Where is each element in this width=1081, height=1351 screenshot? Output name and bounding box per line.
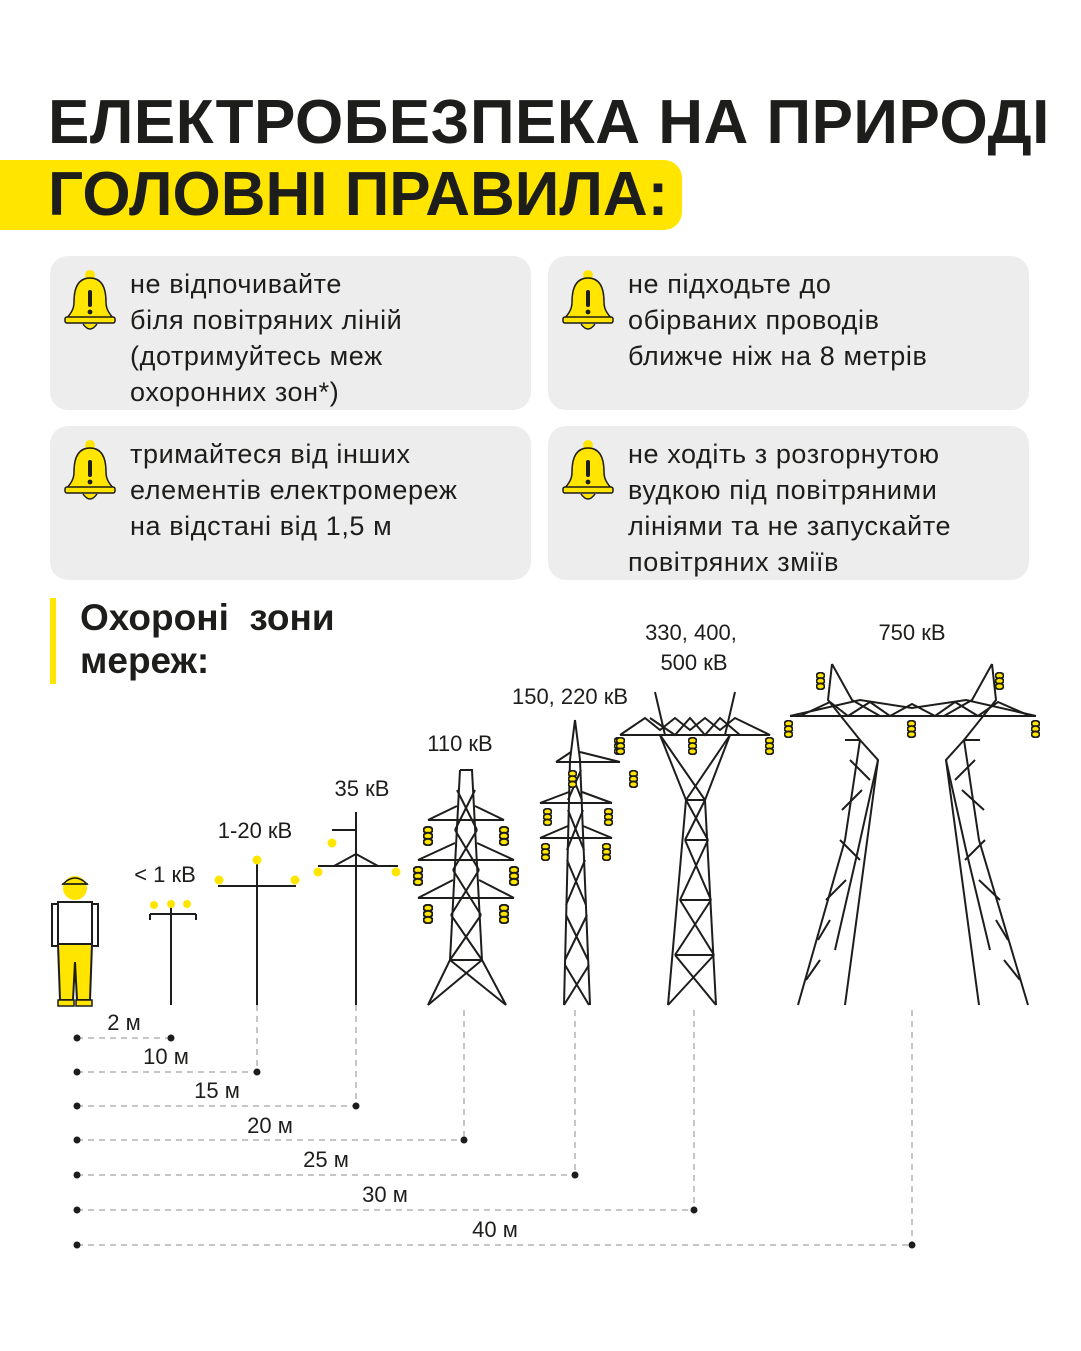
- voltage-label: 1-20 кВ: [217, 818, 293, 843]
- tower-330-500kv: [616, 692, 773, 1005]
- tower-35kv: [314, 812, 401, 1005]
- rule-text: тримайтеся від інших елементів електромереж на відстані від 1,5 м: [130, 439, 458, 541]
- voltage-label: < 1 кВ: [134, 862, 196, 887]
- voltage-label: 150, 220 кВ: [511, 684, 629, 709]
- distance-label: 30 м: [362, 1182, 408, 1207]
- rule-text: не підходьте до обірваних проводів ближче ніж на 8 метрів: [628, 269, 928, 371]
- voltage-label: 110 кВ: [427, 731, 493, 756]
- zone-verticals: [257, 1005, 912, 1245]
- distance-label: 25 м: [303, 1147, 349, 1172]
- distance-label: 15 м: [194, 1078, 240, 1103]
- distance-label: 40 м: [472, 1217, 518, 1242]
- tower-750kv: [784, 664, 1039, 1005]
- rule-text: не ходіть з розгорнутою вудкою під повітряними лініями та не запускайте повітряних зміїв: [628, 439, 952, 577]
- zone-distance-lines: [77, 1038, 912, 1245]
- distance-label: 10 м: [143, 1044, 189, 1069]
- tower-110kv: [414, 770, 519, 1005]
- tower-150-220kv: [540, 720, 638, 1005]
- tower-lt-1kv: [150, 900, 196, 1005]
- distance-label: 2 м: [107, 1010, 141, 1035]
- page-subtitle: ГОЛОВНІ ПРАВИЛА:: [48, 160, 669, 229]
- tower-1-20kv: [215, 856, 300, 1006]
- voltage-label: [645, 620, 743, 675]
- page-title: ЕЛЕКТРОБЕЗПЕКА НА ПРИРОДІ: [48, 88, 1050, 157]
- voltage-label: 750 кВ: [878, 620, 946, 645]
- voltage-label-line2: 500 кВ: [660, 650, 728, 675]
- distance-label: 20 м: [247, 1113, 293, 1138]
- zones-title: Охороні зони мереж:: [80, 597, 335, 681]
- voltage-label-line1: 330, 400,: [645, 620, 737, 645]
- rule-text: не відпочивайте біля повітряних ліній (дотримуйтесь меж охоронних зон*): [130, 269, 403, 407]
- person-figure: [52, 876, 98, 1006]
- voltage-label: 35 кВ: [334, 776, 390, 801]
